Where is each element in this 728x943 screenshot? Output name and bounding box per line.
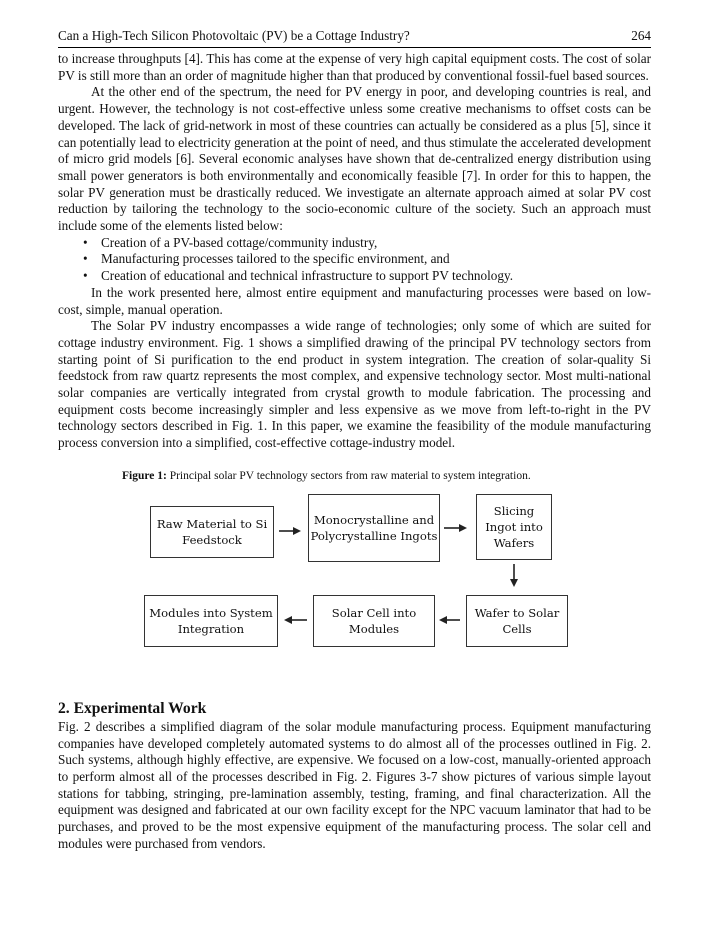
flow-arrows <box>58 488 651 660</box>
box-label: Wafer to Solar Cells <box>474 605 560 636</box>
arrow-right-head-icon <box>293 527 301 535</box>
list-item <box>83 234 651 252</box>
arrow-down-head-icon <box>510 579 518 587</box>
bullet-icon: • <box>83 251 88 267</box>
paper-page <box>58 28 651 853</box>
running-title: Can a High-Tech Silicon Photovoltaic (PV) be a Cottage Industry? <box>58 28 410 43</box>
arrow-left-head-icon <box>439 616 447 624</box>
arrow-left-head-icon <box>284 616 292 624</box>
list-item <box>83 251 651 268</box>
box-label: Slicing Ingot into Wafers <box>485 503 543 550</box>
paragraph-3: In the work presented here, almost entire equipment and manufacturing processes were based on low-cost, simple, manual operation. <box>58 284 651 317</box>
bullet-icon: • <box>83 268 88 284</box>
figure-1-diagram <box>58 488 651 660</box>
figure-label: Figure 1: <box>122 469 167 482</box>
running-header <box>58 28 651 48</box>
paragraph-2: At the other end of the spectrum, the need for PV energy in poor, and developing countries is real, and urgent. However, the technology is not cost-effective unless some creative mechanisms to offset costs can be developed. The lack of grid-network in most of these countries can actually be considered as a plus [5], since it can potentially lead to electricity generation at the point of need, and thus stimulate the accelerated development of micro grid models [6]. Several economic analyses have shown that de-centralized energy distribution using small power generators is both environmentally and economically feasible [7]. In order for this to happen, the solar PV generation must be drastically reduced. We investigate an alternate approach aimed at solar PV cost reduction by tailoring the technology to the socio-economic culture of the society. Such an approach must include some of the elements listed below: <box>58 84 651 234</box>
bullet-icon: • <box>83 234 88 250</box>
box-label: Monocrystalline and Polycrystalline Ingots <box>310 512 438 543</box>
bullet-list <box>58 235 651 285</box>
box-label: Modules into System Integration <box>149 605 273 636</box>
list-item-text: Creation of a PV-based cottage/community industry, <box>101 234 378 250</box>
section-2-paragraph: Fig. 2 describes a simplified diagram of the solar module manufacturing process. Equipment manufacturing companies have developed completely automated systems to do almost all of the processes outlined in Fig. 2. Such systems, although highly effective, are expensive. We focused on a low-cost, manually-oriented approach to perform almost all of the processes described in Fig. 2. Figures 3-7 show pictures of various simple layout stations for tabbing, stringing, pre-lamination assembly, testing, framing, and final characterization. All the equipment was designed and fabricated at our own facility except for the NPC vacuum laminator that had to be purchases, and proved to be the most expensive equipment of the manufacturing process. The solar cell and modules were purchased from vendors. <box>58 718 651 851</box>
figure-caption <box>122 469 651 483</box>
list-item-text: Manufacturing processes tailored to the specific environment, and <box>101 251 450 267</box>
figure-caption-text: Principal solar PV technology sectors from raw material to system integration. <box>166 469 531 482</box>
box-label: Solar Cell into Modules <box>331 605 417 636</box>
paragraph-1: to increase throughputs [4]. This has come at the expense of very high capital equipment costs. The cost of solar PV is still more than an order of magnitude higher than that produced by conventional fossil-fuel based sources. <box>58 51 651 83</box>
box-label: Raw Material to Si Feedstock <box>156 516 268 547</box>
arrow-right-head-icon <box>459 524 467 532</box>
paragraph-4: The Solar PV industry encompasses a wide range of technologies; only some of which are suited for cottage industry environment. Fig. 1 shows a simplified drawing of the principal PV technology sectors from starting point of Si purification to the end product in system integration. The creation of solar-quality Si feedstock from raw quartz represents the most complex, and expensive technology sector. Most multi-national solar companies are vertically integrated from crystal growth to module fabrication. The processing and equipment costs become increasingly simpler and less expensive as we move from left-to-right in the PV technology sectors described in Fig. 1. In this paper, we examine the feasibility of the module manufacturing process conversion into a simplified, cost-effective cottage-industry model. <box>58 318 651 451</box>
section-heading: 2. Experimental Work <box>58 699 207 717</box>
page-number: 264 <box>631 28 651 43</box>
list-item-text: Creation of educational and technical infrastructure to support PV technology. <box>101 268 513 284</box>
list-item <box>83 268 651 285</box>
